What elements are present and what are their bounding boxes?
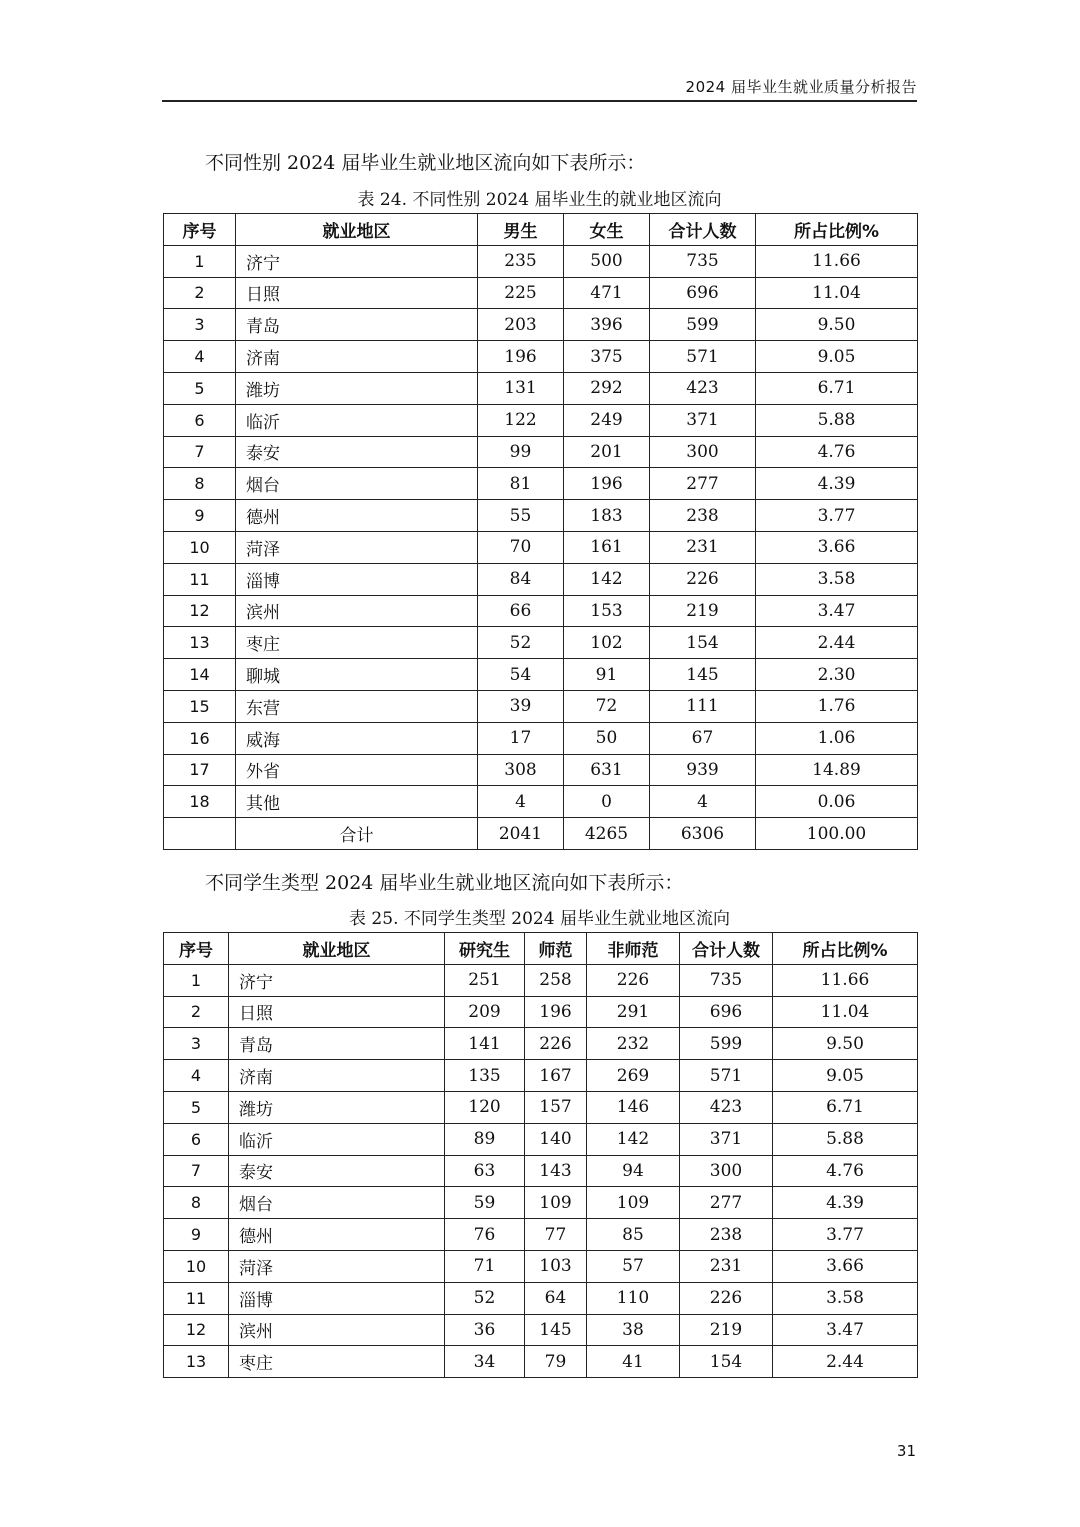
row-index: 14: [164, 659, 236, 691]
table-cell: 55: [478, 500, 564, 532]
table-row: [164, 1091, 918, 1123]
table-row: [164, 1187, 918, 1219]
table-cell: 219: [650, 595, 756, 627]
table-row: [164, 1155, 918, 1187]
table-cell: 423: [650, 372, 756, 404]
table-cell: 735: [680, 964, 773, 996]
table-cell: 52: [445, 1282, 525, 1314]
row-index: 5: [164, 372, 236, 404]
table-cell: 696: [680, 996, 773, 1028]
table-header-row: [164, 214, 918, 246]
table-cell: 84: [478, 563, 564, 595]
row-index: 8: [164, 468, 236, 500]
col-header: 序号: [164, 214, 236, 246]
table-row: [164, 627, 918, 659]
table-row: [164, 1314, 918, 1346]
row-index: 3: [164, 309, 236, 341]
table-cell: 226: [650, 563, 756, 595]
table-cell: 9.50: [773, 1028, 918, 1060]
table-row: [164, 1060, 918, 1092]
table-cell: 85: [587, 1219, 680, 1251]
table-cell: 371: [680, 1123, 773, 1155]
table-25: [163, 932, 918, 1378]
row-index: 15: [164, 690, 236, 722]
table-cell: 52: [478, 627, 564, 659]
region-name: 日照: [236, 277, 478, 309]
region-name: 潍坊: [229, 1091, 445, 1123]
table-row: [164, 277, 918, 309]
table-cell: 231: [680, 1250, 773, 1282]
total-ratio: 100.00: [756, 818, 918, 850]
col-header: 研究生: [445, 933, 525, 965]
table-cell: 91: [564, 659, 650, 691]
row-index: 12: [164, 595, 236, 627]
row-index: 7: [164, 1155, 229, 1187]
table-cell: 269: [587, 1060, 680, 1092]
table-cell: 66: [478, 595, 564, 627]
region-name: 青岛: [236, 309, 478, 341]
table-cell: 2.44: [773, 1346, 918, 1378]
section2-intro: 不同学生类型 2024 届毕业生就业地区流向如下表所示：: [205, 872, 684, 894]
table-cell: 238: [680, 1219, 773, 1251]
table-cell: 196: [478, 341, 564, 373]
table-cell: 50: [564, 722, 650, 754]
table-row: [164, 595, 918, 627]
table-cell: 14.89: [756, 754, 918, 786]
table-row: [164, 1282, 918, 1314]
region-name: 枣庄: [229, 1346, 445, 1378]
table-cell: 209: [445, 996, 525, 1028]
table-cell: 143: [525, 1155, 587, 1187]
row-index: 2: [164, 996, 229, 1028]
table-cell: 57: [587, 1250, 680, 1282]
row-index: 13: [164, 1346, 229, 1378]
table-cell: 111: [650, 690, 756, 722]
col-header: 所占比例%: [773, 933, 918, 965]
table25-caption: 表 25. 不同学生类型 2024 届毕业生就业地区流向: [349, 909, 730, 929]
table-cell: [164, 818, 236, 850]
col-header: 就业地区: [229, 933, 445, 965]
table-cell: 3.58: [756, 563, 918, 595]
table-cell: 292: [564, 372, 650, 404]
region-name: 滨州: [236, 595, 478, 627]
section1-intro: 不同性别 2024 届毕业生就业地区流向如下表所示：: [205, 152, 646, 174]
col-header: 就业地区: [236, 214, 478, 246]
region-name: 临沂: [229, 1123, 445, 1155]
region-name: 济南: [229, 1060, 445, 1092]
region-name: 东营: [236, 690, 478, 722]
table-cell: 41: [587, 1346, 680, 1378]
col-header: 男生: [478, 214, 564, 246]
table-cell: 72: [564, 690, 650, 722]
region-name: 临沂: [236, 404, 478, 436]
region-name: 德州: [229, 1219, 445, 1251]
region-name: 菏泽: [236, 531, 478, 563]
table-cell: 939: [650, 754, 756, 786]
table-row: [164, 996, 918, 1028]
total-female: 4265: [564, 818, 650, 850]
region-name: 菏泽: [229, 1250, 445, 1282]
table-cell: 157: [525, 1091, 587, 1123]
row-index: 7: [164, 436, 236, 468]
table-cell: 291: [587, 996, 680, 1028]
table-row: [164, 404, 918, 436]
table-cell: 153: [564, 595, 650, 627]
table-cell: 109: [587, 1187, 680, 1219]
table-cell: 3.58: [773, 1282, 918, 1314]
table-cell: 4: [478, 786, 564, 818]
total-row: [164, 818, 918, 850]
table-24: [163, 213, 918, 850]
total-label: 合计: [236, 818, 478, 850]
table-cell: 2.30: [756, 659, 918, 691]
region-name: 潍坊: [236, 372, 478, 404]
table-cell: 142: [564, 563, 650, 595]
region-name: 外省: [236, 754, 478, 786]
table-cell: 3.66: [773, 1250, 918, 1282]
row-index: 11: [164, 1282, 229, 1314]
table-row: [164, 531, 918, 563]
row-index: 1: [164, 245, 236, 277]
table-cell: 36: [445, 1314, 525, 1346]
table-cell: 9.05: [773, 1060, 918, 1092]
table-cell: 135: [445, 1060, 525, 1092]
table-cell: 63: [445, 1155, 525, 1187]
col-header: 师范: [525, 933, 587, 965]
row-index: 4: [164, 341, 236, 373]
col-header: 非师范: [587, 933, 680, 965]
region-name: 济南: [236, 341, 478, 373]
table-cell: 4.39: [756, 468, 918, 500]
table-cell: 11.66: [773, 964, 918, 996]
table-cell: 9.50: [756, 309, 918, 341]
table-cell: 308: [478, 754, 564, 786]
table-cell: 3.47: [756, 595, 918, 627]
table-row: [164, 1123, 918, 1155]
table-cell: 249: [564, 404, 650, 436]
region-name: 泰安: [229, 1155, 445, 1187]
table-cell: 423: [680, 1091, 773, 1123]
region-name: 德州: [236, 500, 478, 532]
total-count: 6306: [650, 818, 756, 850]
row-index: 13: [164, 627, 236, 659]
table-cell: 154: [650, 627, 756, 659]
table-cell: 196: [525, 996, 587, 1028]
table-row: [164, 309, 918, 341]
table-row: [164, 468, 918, 500]
table-cell: 154: [680, 1346, 773, 1378]
total-male: 2041: [478, 818, 564, 850]
table-cell: 77: [525, 1219, 587, 1251]
table-cell: 183: [564, 500, 650, 532]
table-cell: 145: [650, 659, 756, 691]
table-cell: 76: [445, 1219, 525, 1251]
table-cell: 167: [525, 1060, 587, 1092]
table-row: [164, 659, 918, 691]
table-cell: 5.88: [756, 404, 918, 436]
table-row: [164, 436, 918, 468]
table-cell: 1.06: [756, 722, 918, 754]
table-row: [164, 563, 918, 595]
table-cell: 396: [564, 309, 650, 341]
table-cell: 17: [478, 722, 564, 754]
region-name: 威海: [236, 722, 478, 754]
table-cell: 251: [445, 964, 525, 996]
table-cell: 71: [445, 1250, 525, 1282]
table-cell: 225: [478, 277, 564, 309]
region-name: 日照: [229, 996, 445, 1028]
table-cell: 277: [650, 468, 756, 500]
table-cell: 70: [478, 531, 564, 563]
table-cell: 120: [445, 1091, 525, 1123]
table-cell: 59: [445, 1187, 525, 1219]
table-cell: 2.44: [756, 627, 918, 659]
table-cell: 599: [680, 1028, 773, 1060]
table-cell: 64: [525, 1282, 587, 1314]
table-cell: 219: [680, 1314, 773, 1346]
table-cell: 102: [564, 627, 650, 659]
report-title: 2024 届毕业生就业质量分析报告: [685, 78, 917, 96]
table-cell: 196: [564, 468, 650, 500]
table-cell: 67: [650, 722, 756, 754]
table-row: [164, 245, 918, 277]
table-row: [164, 1250, 918, 1282]
table-cell: 34: [445, 1346, 525, 1378]
row-index: 17: [164, 754, 236, 786]
table-row: [164, 690, 918, 722]
row-index: 18: [164, 786, 236, 818]
table-cell: 3.77: [756, 500, 918, 532]
page-number: 31: [896, 1442, 916, 1460]
region-name: 泰安: [236, 436, 478, 468]
table-cell: 6.71: [773, 1091, 918, 1123]
table-cell: 38: [587, 1314, 680, 1346]
row-index: 6: [164, 404, 236, 436]
table-cell: 3.66: [756, 531, 918, 563]
table-row: [164, 722, 918, 754]
page-header: [162, 74, 917, 102]
table-row: [164, 964, 918, 996]
table-cell: 109: [525, 1187, 587, 1219]
table-cell: 599: [650, 309, 756, 341]
table-cell: 203: [478, 309, 564, 341]
table-row: [164, 500, 918, 532]
row-index: 4: [164, 1060, 229, 1092]
table-row: [164, 1028, 918, 1060]
table-cell: 471: [564, 277, 650, 309]
table-row: [164, 372, 918, 404]
table-cell: 94: [587, 1155, 680, 1187]
table-cell: 277: [680, 1187, 773, 1219]
col-header: 所占比例%: [756, 214, 918, 246]
region-name: 滨州: [229, 1314, 445, 1346]
table-cell: 201: [564, 436, 650, 468]
row-index: 10: [164, 1250, 229, 1282]
table-cell: 232: [587, 1028, 680, 1060]
table-cell: 300: [650, 436, 756, 468]
table-cell: 235: [478, 245, 564, 277]
table-header-row: [164, 933, 918, 965]
table-cell: 11.66: [756, 245, 918, 277]
table-cell: 631: [564, 754, 650, 786]
table-cell: 39: [478, 690, 564, 722]
table-cell: 3.47: [773, 1314, 918, 1346]
table-cell: 375: [564, 341, 650, 373]
col-header: 合计人数: [650, 214, 756, 246]
table-cell: 238: [650, 500, 756, 532]
table-cell: 735: [650, 245, 756, 277]
row-index: 11: [164, 563, 236, 595]
table-cell: 258: [525, 964, 587, 996]
table-cell: 5.88: [773, 1123, 918, 1155]
table-cell: 142: [587, 1123, 680, 1155]
table-cell: 140: [525, 1123, 587, 1155]
table-cell: 300: [680, 1155, 773, 1187]
row-index: 16: [164, 722, 236, 754]
row-index: 10: [164, 531, 236, 563]
table-cell: 571: [650, 341, 756, 373]
row-index: 8: [164, 1187, 229, 1219]
row-index: 12: [164, 1314, 229, 1346]
table-cell: 81: [478, 468, 564, 500]
row-index: 3: [164, 1028, 229, 1060]
table-cell: 371: [650, 404, 756, 436]
table-cell: 103: [525, 1250, 587, 1282]
table-cell: 500: [564, 245, 650, 277]
table-row: [164, 1219, 918, 1251]
region-name: 烟台: [236, 468, 478, 500]
table-cell: 161: [564, 531, 650, 563]
table24-caption: 表 24. 不同性别 2024 届毕业生的就业地区流向: [357, 190, 722, 210]
table-cell: 99: [478, 436, 564, 468]
table-cell: 0.06: [756, 786, 918, 818]
table-row: [164, 341, 918, 373]
table-cell: 4.76: [773, 1155, 918, 1187]
region-name: 烟台: [229, 1187, 445, 1219]
table-cell: 122: [478, 404, 564, 436]
row-index: 5: [164, 1091, 229, 1123]
table-cell: 4: [650, 786, 756, 818]
table-cell: 11.04: [773, 996, 918, 1028]
table-cell: 145: [525, 1314, 587, 1346]
table-cell: 226: [680, 1282, 773, 1314]
table-cell: 141: [445, 1028, 525, 1060]
table-cell: 79: [525, 1346, 587, 1378]
table-cell: 54: [478, 659, 564, 691]
region-name: 济宁: [229, 964, 445, 996]
table-cell: 89: [445, 1123, 525, 1155]
table-cell: 226: [525, 1028, 587, 1060]
region-name: 淄博: [229, 1282, 445, 1314]
table-cell: 110: [587, 1282, 680, 1314]
table-cell: 4.39: [773, 1187, 918, 1219]
table-cell: 1.76: [756, 690, 918, 722]
row-index: 9: [164, 500, 236, 532]
table-cell: 3.77: [773, 1219, 918, 1251]
table-cell: 4.76: [756, 436, 918, 468]
table-cell: 11.04: [756, 277, 918, 309]
region-name: 其他: [236, 786, 478, 818]
col-header: 序号: [164, 933, 229, 965]
table-row: [164, 1346, 918, 1378]
table-cell: 226: [587, 964, 680, 996]
table-cell: 571: [680, 1060, 773, 1092]
table-cell: 9.05: [756, 341, 918, 373]
region-name: 济宁: [236, 245, 478, 277]
table-cell: 131: [478, 372, 564, 404]
region-name: 枣庄: [236, 627, 478, 659]
row-index: 2: [164, 277, 236, 309]
table-row: [164, 754, 918, 786]
region-name: 青岛: [229, 1028, 445, 1060]
table-cell: 146: [587, 1091, 680, 1123]
row-index: 6: [164, 1123, 229, 1155]
region-name: 淄博: [236, 563, 478, 595]
table-cell: 6.71: [756, 372, 918, 404]
col-header: 合计人数: [680, 933, 773, 965]
col-header: 女生: [564, 214, 650, 246]
table-row: [164, 786, 918, 818]
row-index: 1: [164, 964, 229, 996]
table-cell: 231: [650, 531, 756, 563]
table-cell: 696: [650, 277, 756, 309]
region-name: 聊城: [236, 659, 478, 691]
row-index: 9: [164, 1219, 229, 1251]
table-cell: 0: [564, 786, 650, 818]
